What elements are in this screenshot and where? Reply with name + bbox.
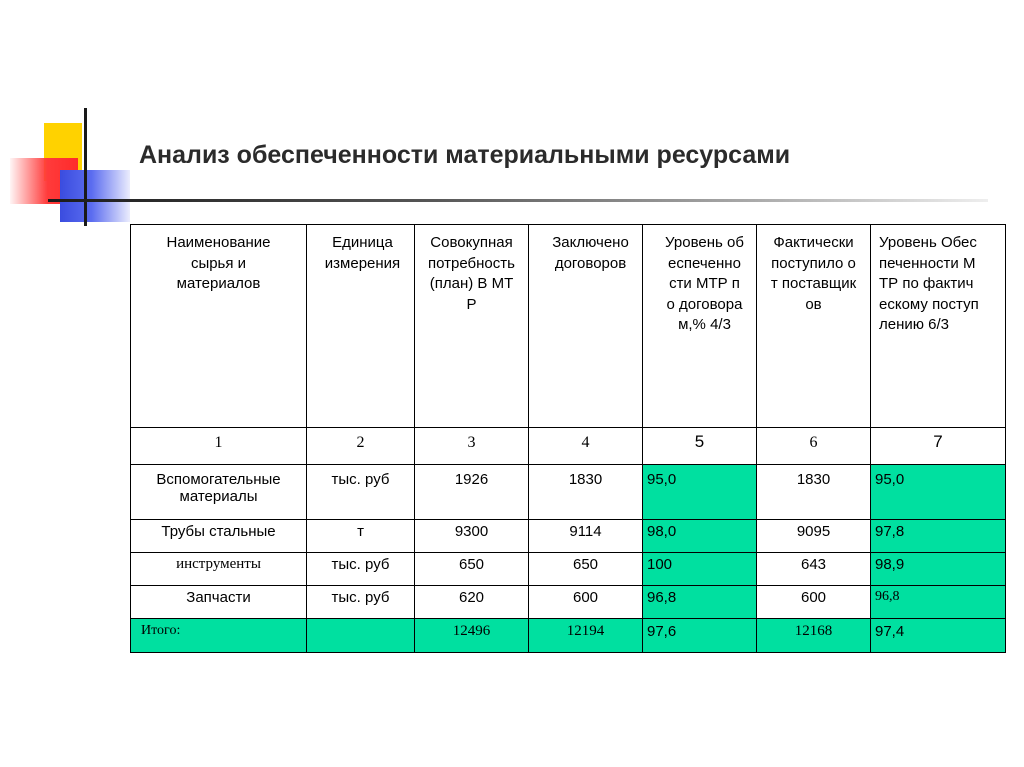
resources-table bbox=[130, 224, 1006, 653]
total-row bbox=[131, 619, 1006, 653]
column-number: 6 bbox=[757, 428, 871, 465]
total-actual: 12168 bbox=[757, 619, 871, 653]
material-name: Вспомогательные материалы bbox=[131, 465, 307, 520]
unit: тыс. руб bbox=[307, 586, 415, 619]
unit: тыс. руб bbox=[307, 465, 415, 520]
total-need: 12496 bbox=[415, 619, 529, 653]
table-row bbox=[131, 465, 1006, 520]
header-cell: Фактически поступило от поставщиков bbox=[757, 225, 871, 428]
header-cell: Уровень Обеспеченности МТР по фактическому поступлению 6/3 bbox=[871, 225, 1006, 428]
need-value: 620 bbox=[415, 586, 529, 619]
blue-square bbox=[60, 170, 130, 222]
contract-level-value: 98,0 bbox=[643, 520, 757, 553]
header-cell: Заключено договоров bbox=[529, 225, 643, 428]
total-unit bbox=[307, 619, 415, 653]
contracted-value: 600 bbox=[529, 586, 643, 619]
actual-value: 1830 bbox=[757, 465, 871, 520]
header-cell: Наименование сырья и материалов bbox=[131, 225, 307, 428]
table-row bbox=[131, 586, 1006, 619]
vertical-line bbox=[84, 108, 87, 226]
header-cell: Совокупная потребность (план) В МТР bbox=[415, 225, 529, 428]
header-cell: Уровень обеспеченности МТР по договорам,% 4/3 bbox=[643, 225, 757, 428]
unit: тыс. руб bbox=[307, 553, 415, 586]
contract-level-value: 95,0 bbox=[643, 465, 757, 520]
actual-value: 9095 bbox=[757, 520, 871, 553]
column-number: 1 bbox=[131, 428, 307, 465]
need-value: 9300 bbox=[415, 520, 529, 553]
contracted-value: 650 bbox=[529, 553, 643, 586]
header-row bbox=[131, 225, 1006, 428]
decorative-logo bbox=[0, 0, 130, 240]
table-row bbox=[131, 553, 1006, 586]
actual-level-value: 98,9 bbox=[871, 553, 1006, 586]
contracted-value: 1830 bbox=[529, 465, 643, 520]
actual-value: 600 bbox=[757, 586, 871, 619]
column-number: 7 bbox=[871, 428, 1006, 465]
material-name: Трубы стальные bbox=[131, 520, 307, 553]
contract-level-value: 96,8 bbox=[643, 586, 757, 619]
actual-value: 643 bbox=[757, 553, 871, 586]
need-value: 1926 bbox=[415, 465, 529, 520]
unit: т bbox=[307, 520, 415, 553]
actual-level-value: 97,8 bbox=[871, 520, 1006, 553]
total-contracted: 12194 bbox=[529, 619, 643, 653]
material-name: Запчасти bbox=[131, 586, 307, 619]
column-number: 3 bbox=[415, 428, 529, 465]
header-cell: Единица измерения bbox=[307, 225, 415, 428]
total-actual-level: 97,4 bbox=[871, 619, 1006, 653]
actual-level-value: 96,8 bbox=[871, 586, 1006, 619]
need-value: 650 bbox=[415, 553, 529, 586]
material-name: инструменты bbox=[131, 553, 307, 586]
column-number: 5 bbox=[643, 428, 757, 465]
total-contract-level: 97,6 bbox=[643, 619, 757, 653]
column-number-row bbox=[131, 428, 1006, 465]
contracted-value: 9114 bbox=[529, 520, 643, 553]
slide-title: Анализ обеспеченности материальными ресурсами bbox=[139, 141, 791, 169]
table-row bbox=[131, 520, 1006, 553]
contract-level-value: 100 bbox=[643, 553, 757, 586]
column-number: 2 bbox=[307, 428, 415, 465]
column-number: 4 bbox=[529, 428, 643, 465]
total-label: Итого: bbox=[131, 619, 307, 653]
actual-level-value: 95,0 bbox=[871, 465, 1006, 520]
title-underline bbox=[48, 199, 988, 202]
